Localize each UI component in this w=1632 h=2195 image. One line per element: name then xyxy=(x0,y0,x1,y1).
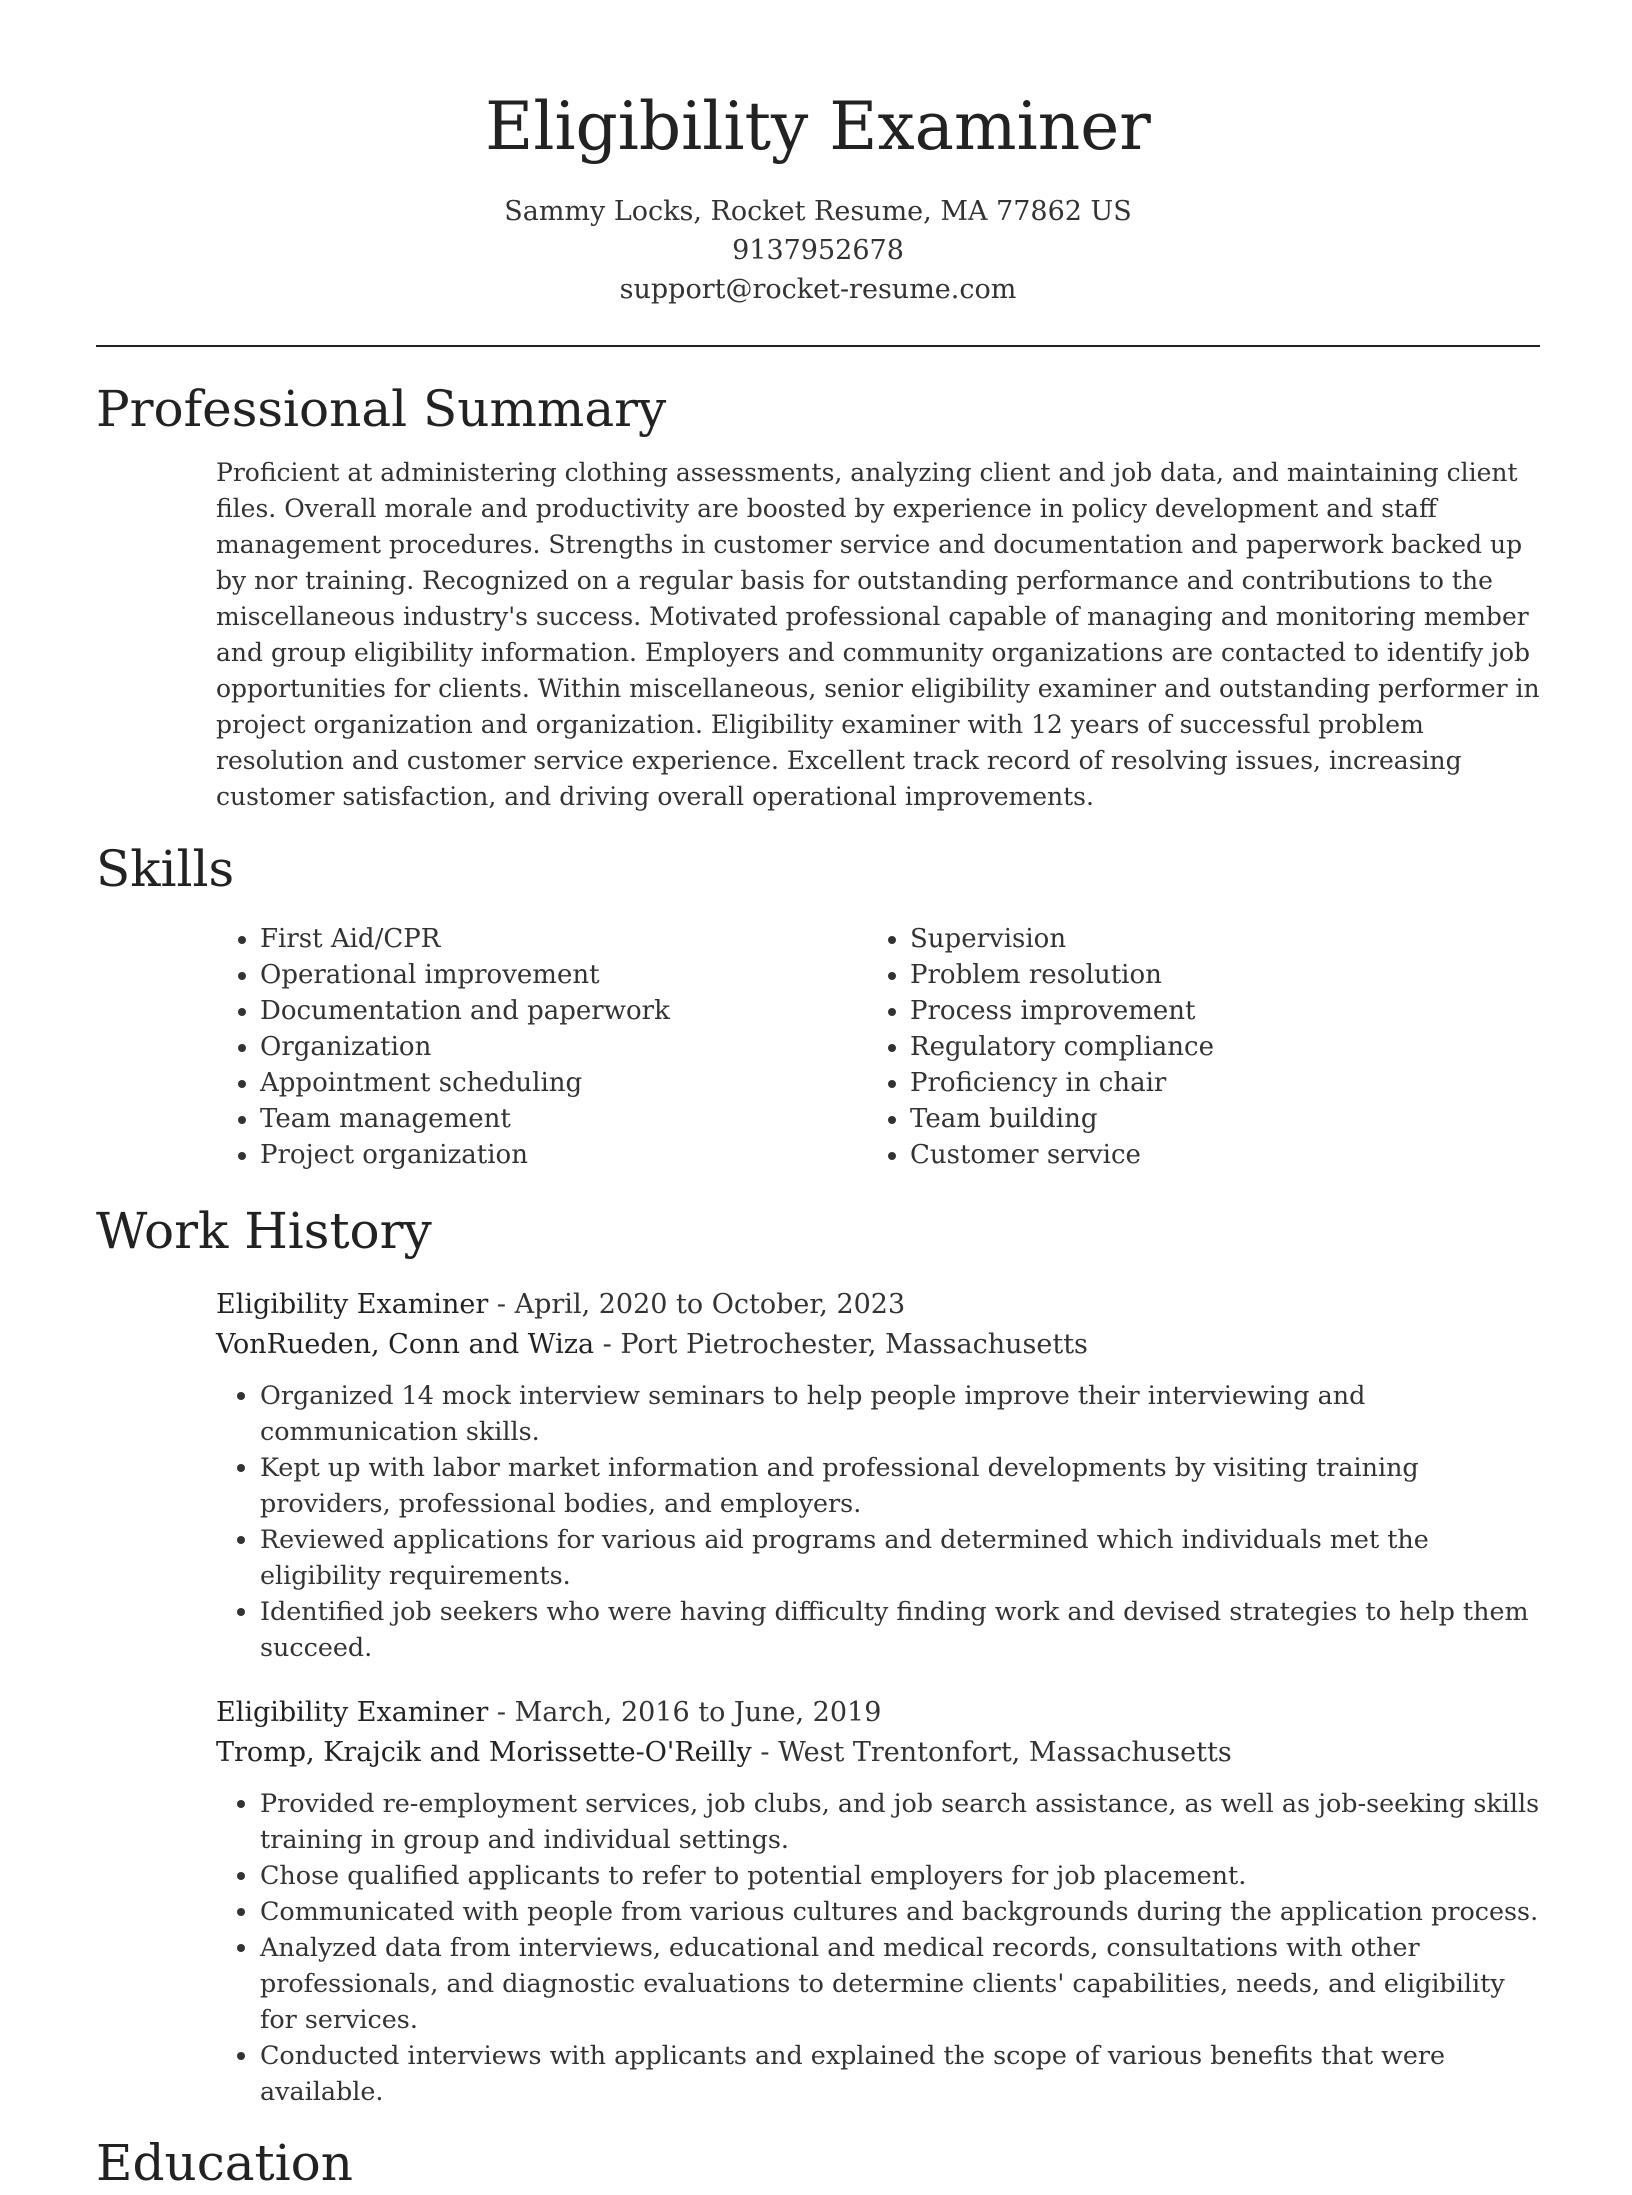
job-company: VonRueden, Conn and Wiza xyxy=(216,1329,595,1360)
job-role: Eligibility Examiner xyxy=(216,1697,489,1728)
work-history-section xyxy=(96,1199,1540,2109)
skill-item: • Customer service xyxy=(910,1137,1516,1173)
skills-grid xyxy=(216,921,1540,1173)
job-location: - West Trentonfort, Massachusetts xyxy=(751,1737,1232,1768)
job-bullets xyxy=(216,1785,1540,2109)
job-dates: - March, 2016 to June, 2019 xyxy=(488,1697,882,1728)
header-divider xyxy=(96,345,1540,347)
skill-item: • Project organization xyxy=(260,1137,866,1173)
summary-title: Professional Summary xyxy=(96,380,667,438)
job-company: Tromp, Krajcik and Morissette-O'Reilly xyxy=(216,1737,752,1768)
resume-page xyxy=(96,0,1540,2195)
work-history-title: Work History xyxy=(96,1202,432,1260)
job-bullet: • Conducted interviews with applicants and explained the scope of various benefits that were available. xyxy=(260,2037,1540,2109)
job-bullet: • Communicated with people from various cultures and backgrounds during the application process. xyxy=(260,1893,1540,1929)
skill-item: • Regulatory compliance xyxy=(910,1029,1516,1065)
skills-list-right xyxy=(866,921,1516,1173)
skill-item: • Process improvement xyxy=(910,993,1516,1029)
education-title: Education xyxy=(96,2134,353,2192)
skills-list-left xyxy=(216,921,866,1173)
skill-item: • Organization xyxy=(260,1029,866,1065)
job-bullets xyxy=(216,1377,1540,1665)
job-bullet: • Kept up with labor market information and professional developments by visiting training providers, professional bodies, and employers. xyxy=(260,1449,1540,1521)
skill-item: • Team management xyxy=(260,1101,866,1137)
job-bullet: • Identified job seekers who were having difficulty finding work and devised strategies to help them succeed. xyxy=(260,1593,1540,1665)
job-role-line xyxy=(216,1693,1540,1733)
skill-item: • Operational improvement xyxy=(260,957,866,993)
job-location: - Port Pietrochester, Massachusetts xyxy=(594,1329,1088,1360)
skill-item: • Documentation and paperwork xyxy=(260,993,866,1029)
skills-title: Skills xyxy=(96,840,235,898)
skill-item: • Appointment scheduling xyxy=(260,1065,866,1101)
contact-phone: 9137952678 xyxy=(732,235,904,266)
contact-address: Sammy Locks, Rocket Resume, MA 77862 US xyxy=(504,196,1132,227)
job-title-heading: Eligibility Examiner xyxy=(485,88,1151,165)
job-company-line xyxy=(216,1733,1540,1773)
contact-email: support@rocket-resume.com xyxy=(619,274,1017,305)
resume-header xyxy=(96,0,1540,309)
job-company-line xyxy=(216,1325,1540,1365)
summary-section xyxy=(96,377,1540,815)
skill-item: • Proficiency in chair xyxy=(910,1065,1516,1101)
skill-item: • First Aid/CPR xyxy=(260,921,866,957)
skill-item: • Supervision xyxy=(910,921,1516,957)
job-role: Eligibility Examiner xyxy=(216,1289,489,1320)
job-bullet: • Reviewed applications for various aid programs and determined which individuals met the eligibility requirements. xyxy=(260,1521,1540,1593)
job-bullet: • Chose qualified applicants to refer to potential employers for job placement. xyxy=(260,1857,1540,1893)
skill-item: • Team building xyxy=(910,1101,1516,1137)
summary-text: Proficient at administering clothing assessments, analyzing client and job data, and maintaining client files. Overall morale and productivity are boosted by experience in policy development and staff management procedures. Strengths in customer service and documentation and paperwork backed up by nor training. Recognized on a regular basis for outstanding performance and contributions to the miscellaneous industry's success. Motivated professional capable of managing and monitoring member and group eligibility information. Employers and community organizations are contacted to identify job opportunities for clients. Within miscellaneous, senior eligibility examiner and outstanding performer in project organization and organization. Eligibility examiner with 12 years of successful problem resolution and customer service experience. Excellent track record of resolving issues, increasing customer satisfaction, and driving overall operational improvements. xyxy=(216,458,1540,811)
job-bullet: • Organized 14 mock interview seminars to help people improve their interviewing and communication skills. xyxy=(260,1377,1540,1449)
job-bullet: • Analyzed data from interviews, educational and medical records, consultations with other professionals, and diagnostic evaluations to determine clients' capabilities, needs, and eligibility for services. xyxy=(260,1929,1540,2037)
skill-item: • Problem resolution xyxy=(910,957,1516,993)
job-dates: - April, 2020 to October, 2023 xyxy=(488,1289,906,1320)
job-entry xyxy=(216,1693,1540,2109)
education-section xyxy=(96,2131,1540,2195)
job-entry xyxy=(216,1285,1540,1665)
job-bullet: • Provided re-employment services, job clubs, and job search assistance, as well as job-seeking skills training in group and individual settings. xyxy=(260,1785,1540,1857)
job-role-line xyxy=(216,1285,1540,1325)
skills-section xyxy=(96,837,1540,1173)
